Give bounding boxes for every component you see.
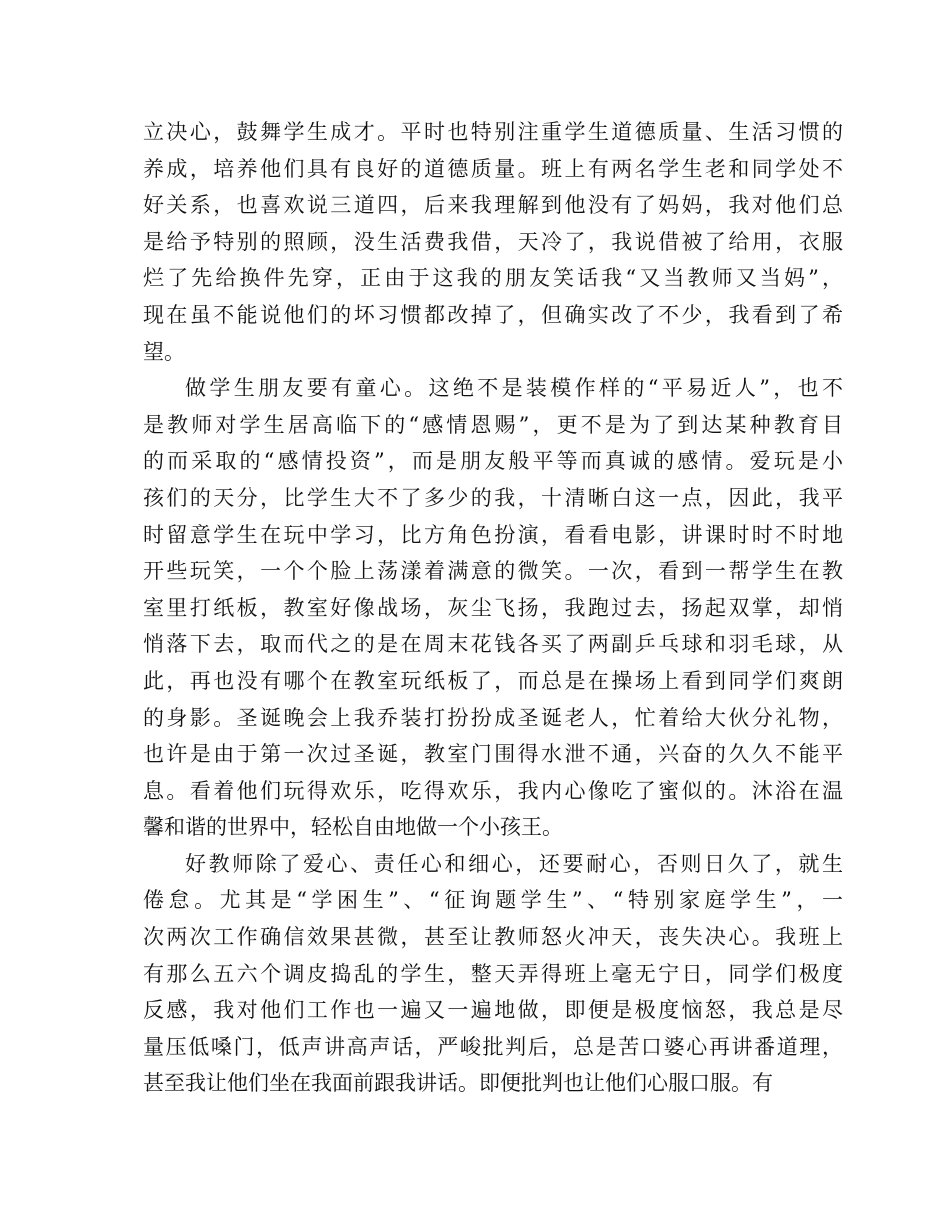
text-line: 是教师对学生居高临下的“感情恩赐”，更不是为了到达某种教育目 — [143, 412, 843, 437]
text-line: 的而采取的“感情投资”，而是朋友般平等而真诚的感情。爱玩是小 — [143, 449, 843, 474]
text-line: 室里打纸板，教室好像战场，灰尘飞扬，我跑过去，扬起双掌，却悄 — [143, 595, 843, 620]
text-line: 养成，培养他们具有良好的道德质量。班上有两名学生老和同学处不 — [143, 156, 843, 181]
text-line: 有那么五六个调皮捣乱的学生，整天弄得班上毫无宁日，同学们极度 — [143, 961, 843, 986]
text-line: 烂了先给换件先穿，正由于这我的朋友笑话我“又当教师又当妈”， — [143, 266, 843, 291]
text-line: 悄落下去，取而代之的是在周末花钱各买了两副乒乓球和羽毛球，从 — [143, 632, 843, 657]
paragraph-first-line: 好教师除了爱心、责任心和细心，还要耐心，否则日久了，就生 — [185, 851, 843, 876]
text-line: 反感，我对他们工作也一遍又一遍地做，即便是极度恼怒，我总是尽 — [143, 998, 843, 1023]
text-line: 立决心，鼓舞学生成才。平时也特别注重学生道德质量、生活习惯的 — [143, 120, 843, 144]
text-line: 甚至我让他们坐在我面前跟我讲话。即便批判也让他们心服口服。有 — [143, 1071, 773, 1096]
text-line: 此，再也没有哪个在教室玩纸板了，而总是在操场上看到同学们爽朗 — [143, 668, 843, 693]
text-line: 倦怠。尤其是“学困生”、“征询题学生”、“特别家庭学生”，一 — [143, 888, 843, 913]
text-line: 时留意学生在玩中学习，比方角色扮演，看看电影，讲课时时不时地 — [143, 522, 843, 547]
text-line: 好关系，也喜欢说三道四，后来我理解到他没有了妈妈，我对他们总 — [143, 193, 843, 218]
text-line: 的身影。圣诞晚会上我乔装打扮扮成圣诞老人，忙着给大伙分礼物， — [143, 705, 843, 730]
text-line: 孩们的天分，比学生大不了多少的我，十清晰白这一点，因此，我平 — [143, 485, 843, 510]
text-line: 也许是由于第一次过圣诞，教室门围得水泄不通，兴奋的久久不能平 — [143, 742, 843, 767]
text-line: 开些玩笑，一个个脸上荡漾着满意的微笑。一次，看到一帮学生在教 — [143, 559, 843, 584]
paragraph-first-line: 做学生朋友要有童心。这绝不是装模作样的“平易近人”，也不 — [185, 376, 843, 401]
text-line: 馨和谐的世界中，轻松自由地做一个小孩王。 — [143, 815, 563, 840]
text-line: 息。看着他们玩得欢乐，吃得欢乐，我内心像吃了蜜似的。沐浴在温 — [143, 778, 843, 803]
text-line: 现在虽不能说他们的坏习惯都改掉了，但确实改了不少，我看到了希 — [143, 302, 843, 327]
body-text — [143, 114, 843, 1102]
text-line: 量压低嗓门，低声讲高声话，严峻批判后，总是苦口婆心再讲番道理， — [143, 1034, 843, 1059]
text-line: 次两次工作确信效果甚微，甚至让教师怒火冲天，丧失决心。我班上 — [143, 925, 843, 950]
text-line: 望。 — [143, 339, 185, 364]
text-line: 是给予特别的照顾，没生活费我借，天冷了，我说借被了给用，衣服 — [143, 229, 843, 254]
